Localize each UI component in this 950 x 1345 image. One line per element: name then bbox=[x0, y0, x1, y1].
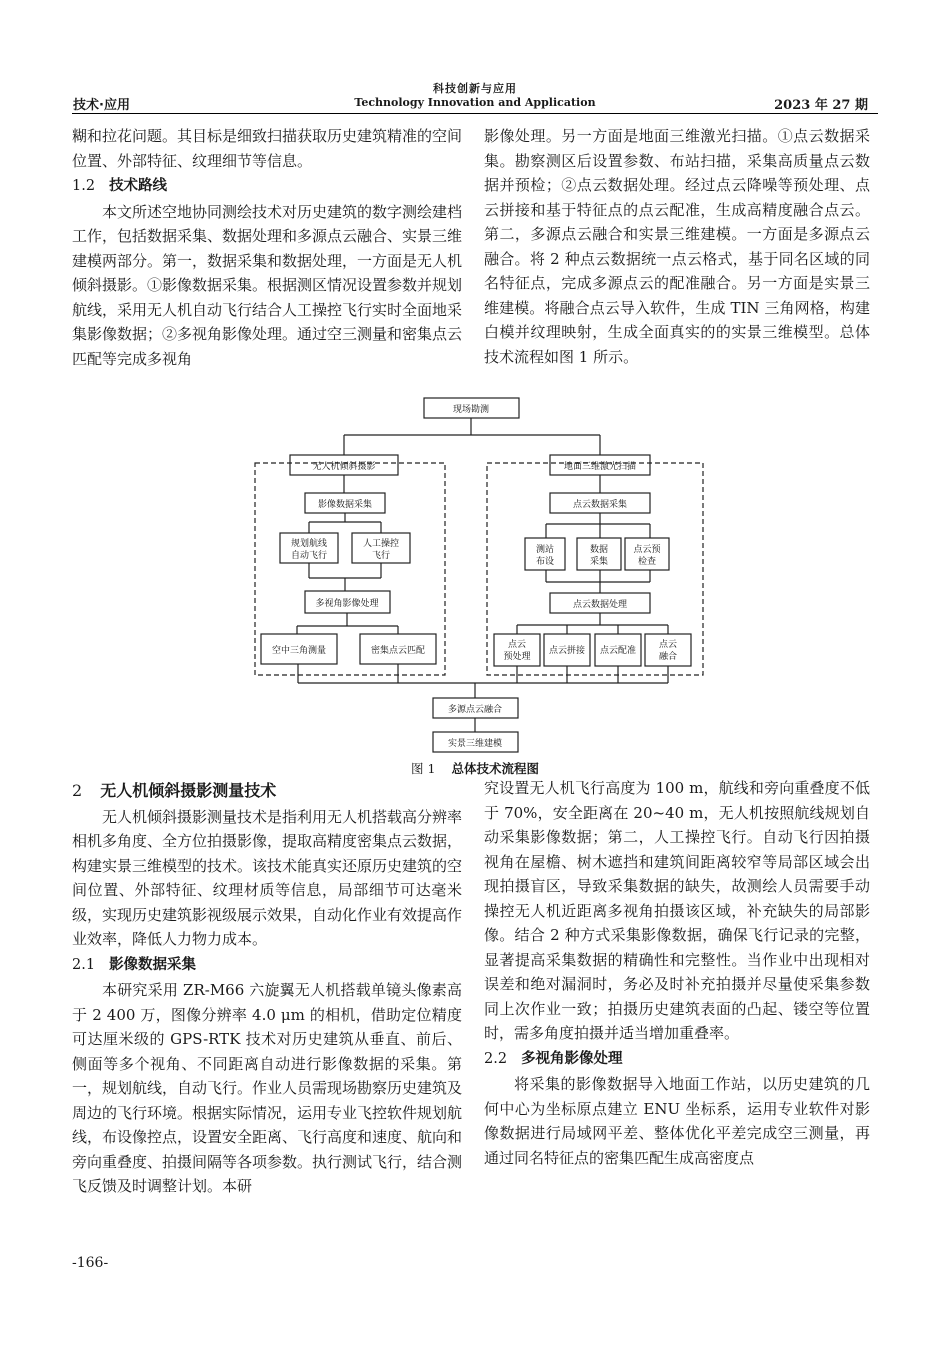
node-label: 点云数据采集 bbox=[572, 500, 628, 510]
paragraph: 本文所述空地协同测绘技术对历史建筑的数字测绘建档工作，包括数据采集、数据处理和多源点云融合、实景三维建模两部分。第一，数据采集和数据处理，一方面是无人机倾斜摄影。①影像数据采集。根据测区情况设置参数并规划航线，采用无人机自动飞行结合人工操控飞行实时全面地采集影像数据；②多视角影像处理。通过空三测量和密集点云匹配等完成多视角 bbox=[72, 202, 463, 368]
node-label: 地面三维激光扫描 bbox=[563, 462, 637, 472]
uav-group-box bbox=[255, 463, 445, 675]
node-label: 自动飞行 bbox=[290, 551, 328, 561]
node-label: 空中三角测量 bbox=[271, 646, 327, 656]
paragraph: 本研究采用 ZR-M66 六旋翼无人机搭载单镜头像素高于 2 400 万，图像分辨率 4.0 μm 的相机，借助定位精度可达厘米级的 GPS-RTK 技术对历史建筑从垂直、前后、侧面等多个视角、不同距离自动进行影像数据的采集。第一，规划航线，自动飞行。作业人员需现场勘察历史建筑及周边的飞行环境。根据实际情况，运用专业飞控软件规划航线，布设像控点，设置安全距离、飞行高度和速度、航向和旁向重叠度、拍摄间隔等各项参数。执行测试飞行，结合测飞反馈及时调整计划。本研 bbox=[72, 981, 463, 1195]
paragraph: 无人机倾斜摄影测量技术是指利用无人机搭载高分辨率相机多角度、全方位拍摄影像，提取高精度密集点云数据，构建实景三维模型的技术。该技术能真实还原历史建筑的空间位置、外部特征、纹理材质等信息，局部细节可达毫米级，实现历史建筑影视级展示效果，自动化作业有效提高作业效率，降低人力物力成本。 bbox=[72, 807, 463, 948]
node-label: 多源点云融合 bbox=[447, 705, 503, 715]
section-title: 技术路线 bbox=[109, 178, 168, 194]
left-column-top bbox=[72, 124, 462, 371]
node-label: 人工操控 bbox=[362, 539, 400, 549]
left-column-bottom bbox=[72, 778, 462, 1199]
node-label: 采集 bbox=[589, 557, 609, 567]
journal-english-title: Technology Innovation and Application bbox=[354, 96, 596, 109]
figure-label: 图 1 bbox=[411, 761, 436, 776]
node-label: 无人机倾斜摄影 bbox=[312, 462, 376, 472]
page-number: -166- bbox=[72, 1255, 109, 1271]
node-label: 点云拼接 bbox=[548, 646, 586, 656]
section-number: 1.2 bbox=[72, 178, 96, 194]
node-label: 飞行 bbox=[371, 551, 391, 561]
section-title: 多视角影像处理 bbox=[521, 1050, 623, 1067]
node-label: 检查 bbox=[637, 557, 657, 567]
node-label: 数据 bbox=[589, 545, 609, 555]
node-label: 预处理 bbox=[503, 652, 531, 662]
node-label: 点云 bbox=[507, 640, 527, 650]
node-label: 融合 bbox=[658, 652, 678, 662]
node-label: 点云预 bbox=[633, 545, 661, 555]
node-label: 影像数据采集 bbox=[317, 500, 373, 510]
right-column-top bbox=[484, 124, 870, 369]
node-label: 点云数据处理 bbox=[572, 600, 628, 610]
section-label: 技术·应用 bbox=[73, 98, 130, 113]
header-rule bbox=[72, 113, 878, 114]
section-title: 无人机倾斜摄影测量技术 bbox=[100, 781, 277, 800]
section-number: 2.1 bbox=[72, 956, 96, 973]
section-heading-1-2 bbox=[72, 174, 462, 199]
node-label: 点云 bbox=[658, 640, 678, 650]
issue-label: 2023 年 27 期 bbox=[774, 98, 868, 113]
figure-caption-text: 总体技术流程图 bbox=[451, 761, 539, 776]
node-label: 布设 bbox=[535, 557, 555, 567]
section-heading-2-1 bbox=[72, 953, 462, 978]
section-heading-2-2 bbox=[484, 1047, 870, 1072]
section-title: 影像数据采集 bbox=[109, 956, 197, 973]
node-label: 实景三维建模 bbox=[447, 739, 503, 749]
journal-title: 科技创新与应用 bbox=[433, 82, 517, 95]
node-label: 规划航线 bbox=[290, 539, 328, 549]
section-heading-2 bbox=[72, 779, 462, 804]
section-number: 2.2 bbox=[484, 1050, 508, 1067]
paragraph: 究设置无人机飞行高度为 100 m，航线和旁向重叠度不低于 70%，安全距离在 20~40 m，无人机按照航线规划自动采集影像数据；第二，人工操控飞行。自动飞行因拍摄视角在屋檐、树木遮挡和建筑间距离较窄等局部区域会出现拍摄盲区，导致采集数据的缺失，故测绘人员需要手动操控无人机近距离多视角拍摄该区域，补充缺失的局部影像。结合 2 种方式采集影像数据，确保飞行记录的完整，显著提高采集数据的精确性和完整性。当作业中出现相对误差和绝对漏洞时，务必及时补充拍摄并尽量使采集参数同上次作业一致；拍摄历史建筑表面的凸起、镂空等位置时，需多角度拍摄并适当增加重叠率。 bbox=[484, 779, 870, 1042]
node-label: 多视角影像处理 bbox=[315, 599, 379, 609]
figure-caption bbox=[0, 759, 950, 777]
paragraph: 影像处理。另一方面是地面三维激光扫描。①点云数据采集。勘察测区后设置参数、布站扫描，采集高质量点云数据并预检；②点云数据处理。经过点云降噪等预处理、点云拼接和基于特征点的点云配准，生成高精度融合点云。第二，多源点云融合和实景三维建模。一方面是多源点云融合。将 2 种点云数据统一点云格式，基于同名区域的同名特征点，完成多源点云的配准融合。另一方面是实景三维建模。将融合点云导入软件，生成 TIN 三角网格，构建白模并纹理映射，生成全面真实的的实景三维模型。总体技术流程如图 1 所示。 bbox=[484, 127, 870, 366]
right-column-bottom bbox=[484, 776, 870, 1170]
node-label: 点云配准 bbox=[599, 646, 637, 656]
node-label: 现场勘测 bbox=[452, 405, 490, 415]
paragraph: 将采集的影像数据导入地面工作站，以历史建筑的几何中心为坐标原点建立 ENU 坐标系，运用专业软件对影像数据进行局域网平差、整体优化平差完成空三测量，再通过同名特征点的密集匹配生成高密度点 bbox=[484, 1075, 870, 1167]
section-number: 2 bbox=[72, 781, 83, 800]
node-label: 密集点云匹配 bbox=[370, 646, 426, 656]
node-label: 测站 bbox=[535, 545, 555, 555]
flowchart-figure bbox=[250, 393, 710, 758]
paragraph: 糊和拉花问题。其目标是细致扫描获取历史建筑精准的空间位置、外部特征、纹理细节等信息。 bbox=[72, 127, 463, 170]
